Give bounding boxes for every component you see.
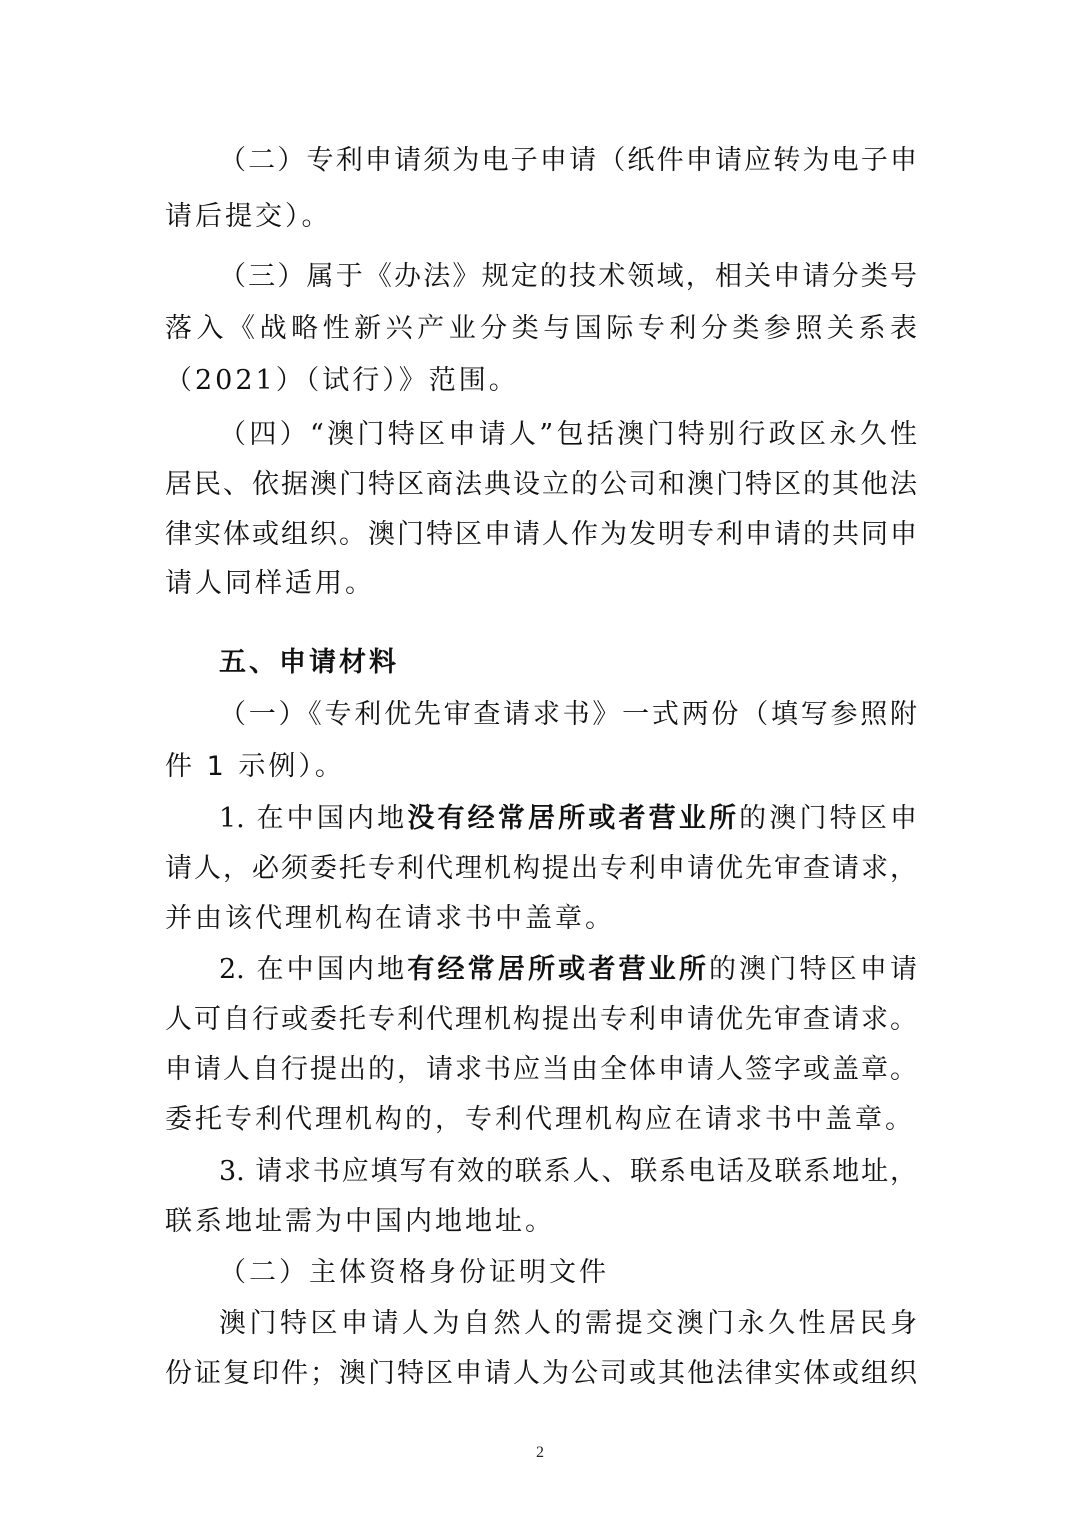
paragraph-four-line-2: 居民、依据澳门特区商法典设立的公司和澳门特区的其他法	[165, 469, 917, 500]
page-number: 2	[536, 1444, 544, 1461]
materials-item-one-line-1: （一）《专利优先审查请求书》一式两份（填写参照附	[219, 699, 917, 730]
rule-one-emphasis: 没有经常居所或者营业所	[407, 803, 740, 834]
rule-two-prefix: 2. 在中国内地	[219, 954, 408, 985]
paragraph-two-line-1: （二）专利申请须为电子申请（纸件申请应转为电子申	[219, 145, 917, 176]
materials-item-one-line-2: 件 1 示例）。	[165, 751, 345, 782]
rule-three-line-1: 3. 请求书应填写有效的联系人、联系电话及联系地址，	[219, 1156, 917, 1187]
rule-one-line-3: 并由该代理机构在请求书中盖章。	[165, 903, 615, 934]
materials-item-two-heading: （二）主体资格身份证明文件	[219, 1257, 609, 1288]
paragraph-three-line-2: 落入《战略性新兴产业分类与国际专利分类参照关系表	[165, 313, 917, 344]
rule-two-line-2: 人可自行或委托专利代理机构提出专利申请优先审查请求。	[165, 1004, 917, 1035]
paragraph-four-line-1: （四）“澳门特区申请人”包括澳门特别行政区永久性	[219, 419, 917, 450]
identity-paragraph-line-1: 澳门特区申请人为自然人的需提交澳门永久性居民身	[219, 1308, 917, 1339]
paragraph-four-line-3: 律实体或组织。澳门特区申请人作为发明专利申请的共同申	[165, 519, 917, 550]
rule-one-line-2: 请人，必须委托专利代理机构提出专利申请优先审查请求，	[165, 853, 917, 884]
rule-one-suffix: 的澳门特区申	[739, 803, 918, 834]
paragraph-three-line-3: （2021）（试行）》范围。	[165, 365, 519, 396]
rule-two-line-4: 委托专利代理机构的，专利代理机构应在请求书中盖章。	[165, 1104, 915, 1135]
paragraph-three-line-1: （三）属于《办法》规定的技术领域，相关申请分类号	[219, 261, 917, 292]
section-heading: 五、申请材料	[219, 647, 399, 678]
rule-one-line-1	[219, 802, 917, 836]
rule-two-emphasis: 有经常居所或者营业所	[407, 954, 710, 985]
rule-two-suffix: 的澳门特区申请	[709, 954, 918, 985]
rule-one-prefix: 1. 在中国内地	[219, 803, 408, 834]
rule-two-line-3: 申请人自行提出的，请求书应当由全体申请人签字或盖章。	[165, 1054, 917, 1085]
rule-three-line-2: 联系地址需为中国内地地址。	[165, 1206, 555, 1237]
paragraph-two-line-2: 请后提交）。	[165, 201, 332, 232]
paragraph-four-line-4: 请人同样适用。	[165, 568, 375, 599]
identity-paragraph-line-2: 份证复印件；澳门特区申请人为公司或其他法律实体或组织	[165, 1358, 917, 1389]
rule-two-line-1	[219, 953, 917, 987]
